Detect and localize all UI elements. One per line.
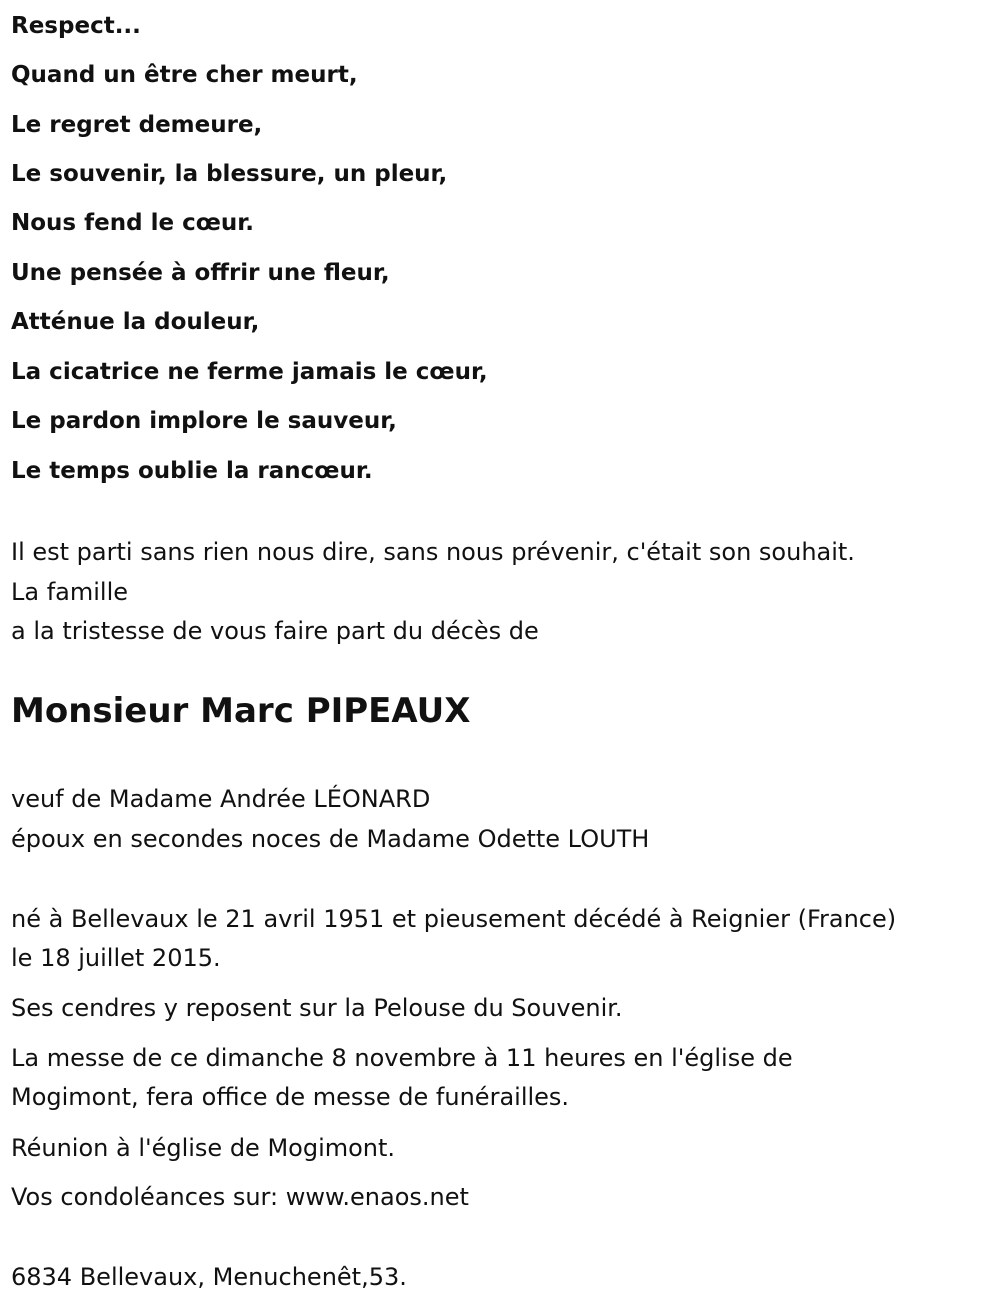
poem-line-7: Atténue la douleur, bbox=[11, 309, 260, 335]
condolences-line: Vos condoléances sur: www.enaos.net bbox=[11, 1183, 469, 1211]
poem-line-9: Le pardon implore le sauveur, bbox=[11, 408, 397, 434]
mass-line-2: Mogimont, fera office de messe de funérailles. bbox=[11, 1083, 570, 1111]
announcement-line-1: Il est parti sans rien nous dire, sans nous prévenir, c'était son souhait. bbox=[11, 538, 855, 566]
mass-line-1: La messe de ce dimanche 8 novembre à 11 heures en l'église de bbox=[11, 1044, 793, 1072]
birth-death-line-1: né à Bellevaux le 21 avril 1951 et pieusement décédé à Reignier (France) bbox=[11, 905, 897, 933]
address-line: 6834 Bellevaux, Menuchenêt,53. bbox=[11, 1263, 407, 1291]
meeting-line: Réunion à l'église de Mogimont. bbox=[11, 1134, 396, 1162]
poem-line-2: Quand un être cher meurt, bbox=[11, 62, 358, 88]
widower-line: veuf de Madame Andrée LÉONARD bbox=[11, 785, 431, 813]
birth-death-line-2: le 18 juillet 2015. bbox=[11, 944, 221, 972]
poem-line-3: Le regret demeure, bbox=[11, 112, 263, 138]
poem-line-1: Respect... bbox=[11, 13, 141, 39]
poem-line-8: La cicatrice ne ferme jamais le cœur, bbox=[11, 359, 488, 385]
spouse-line: époux en secondes noces de Madame Odette LOUTH bbox=[11, 825, 650, 853]
poem-line-4: Le souvenir, la blessure, un pleur, bbox=[11, 161, 448, 187]
poem-line-10: Le temps oublie la rancœur. bbox=[11, 458, 373, 484]
poem-line-5: Nous fend le cœur. bbox=[11, 210, 255, 236]
poem-line-6: Une pensée à offrir une fleur, bbox=[11, 260, 390, 286]
announcement-line-3: a la tristesse de vous faire part du décès de bbox=[11, 617, 539, 645]
deceased-name: Monsieur Marc PIPEAUX bbox=[11, 691, 471, 731]
ashes-line: Ses cendres y reposent sur la Pelouse du Souvenir. bbox=[11, 994, 623, 1022]
announcement-line-2: La famille bbox=[11, 578, 129, 606]
